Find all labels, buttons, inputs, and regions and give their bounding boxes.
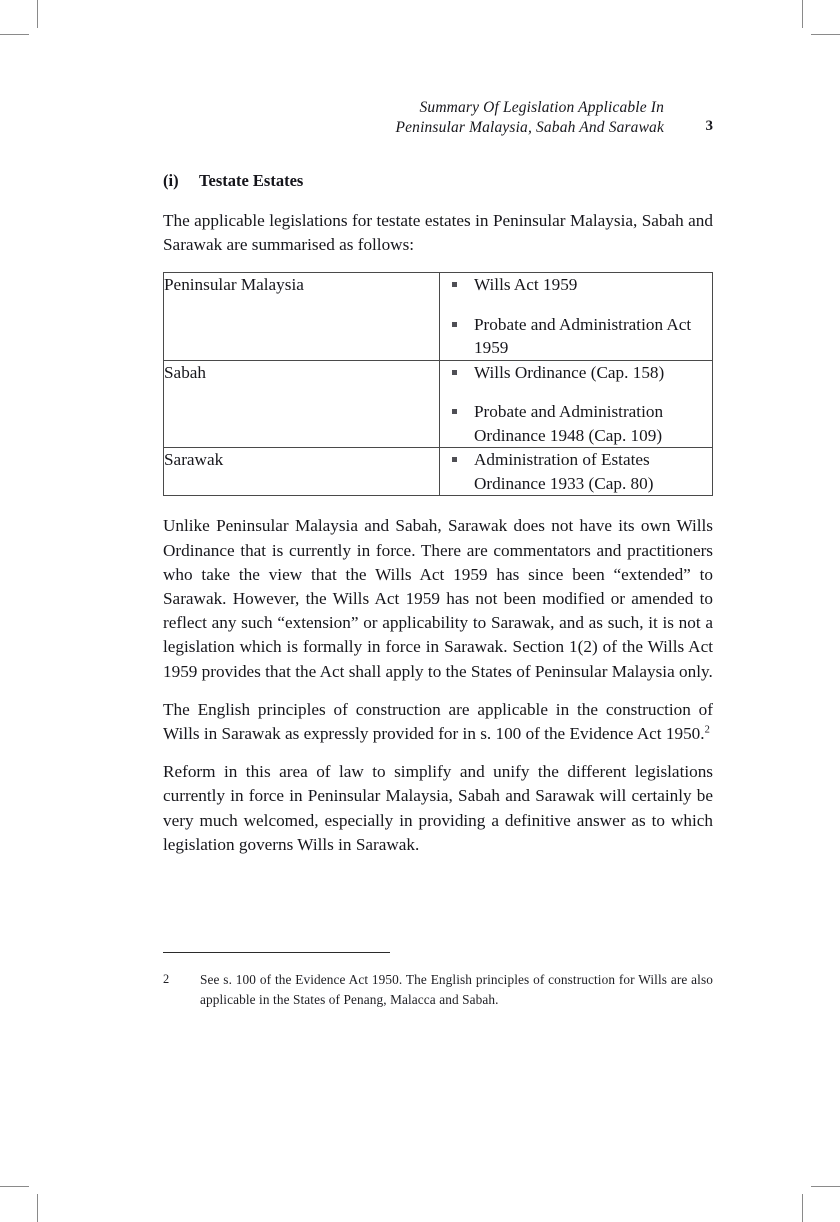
legislation-table-body	[164, 273, 713, 496]
square-bullet-icon	[452, 370, 457, 375]
acts-list	[440, 448, 712, 495]
page-content	[163, 170, 713, 857]
act-label: Wills Ordinance (Cap. 158)	[474, 362, 665, 382]
acts-list	[440, 361, 712, 448]
act-label: Probate and Administration Ordinance 1948 (Cap. 109)	[474, 402, 664, 445]
running-header-title	[163, 98, 713, 138]
acts-list	[440, 273, 712, 360]
page-number: 3	[705, 118, 713, 134]
table-row	[164, 448, 713, 496]
body-paragraph-3: Reform in this area of law to simplify and unify the different legislations currently in force in Peninsular Malaysia, Sabah and Sarawak will certainly be very much welcomed, especially in providing a definitive answer as to which legislation governs Wills in Sarawak.	[163, 762, 713, 854]
footnote-number: 2	[163, 972, 170, 986]
legislation-table	[163, 272, 713, 496]
act-label: Administration of Estates Ordinance 1933 (Cap. 80)	[474, 450, 654, 493]
table-cell-acts	[440, 448, 713, 496]
act-label: Probate and Administration Act 1959	[474, 314, 692, 358]
footnotes-area	[163, 952, 713, 1009]
running-header	[163, 98, 713, 138]
list-item	[440, 313, 712, 360]
footnote-item	[163, 970, 713, 1009]
list-item	[440, 273, 712, 297]
body-paragraph-1: Unlike Peninsular Malaysia and Sabah, Sarawak does not have its own Wills Ordinance that is currently in force. There are commentators and practitioners who take the view that the Wills Act 1959 has since been “extended” to Sarawak. However, the Wills Act 1959 has not been modified or amended to reflect any such “extension” or applicability to Sarawak, and as such, it is not a legislation which is formally in force in Sarawak. Section 1(2) of the Wills Act 1959 provides that the Act shall apply to the States of Peninsular Malaysia only.	[163, 516, 713, 681]
crop-mark-bottom-right-horizontal	[811, 1186, 840, 1187]
running-header-line-1: Summary Of Legislation Applicable In	[419, 99, 664, 116]
crop-mark-top-right-horizontal	[811, 34, 840, 35]
table-row	[164, 360, 713, 448]
square-bullet-icon	[452, 457, 457, 462]
square-bullet-icon	[452, 322, 457, 327]
crop-mark-top-right-vertical	[802, 0, 803, 28]
table-cell-acts	[440, 360, 713, 448]
section-title: Testate Estates	[199, 171, 304, 190]
running-header-line-2: Peninsular Malaysia, Sabah And Sarawak	[395, 119, 664, 136]
crop-mark-top-left-horizontal	[0, 34, 29, 35]
crop-mark-top-left-vertical	[37, 0, 38, 28]
footnote-text: See s. 100 of the Evidence Act 1950. The English principles of construction for Wills are also applicable in the States of Penang, Malacca and Sabah.	[200, 972, 713, 1007]
table-cell-region: Sabah	[164, 360, 440, 448]
table-cell-acts	[440, 273, 713, 361]
table-cell-region: Sarawak	[164, 448, 440, 496]
body-paragraph-2-text: The English principles of construction are applicable in the construction of Wills in Sarawak as expressly provided for in s. 100 of the Evidence Act 1950.	[163, 699, 713, 744]
list-item	[440, 361, 712, 385]
crop-mark-bottom-left-vertical	[37, 1194, 38, 1222]
section-heading	[163, 170, 713, 192]
body-paragraph-2	[163, 698, 713, 746]
crop-mark-bottom-left-horizontal	[0, 1186, 29, 1187]
list-item	[440, 448, 712, 495]
footnote-separator-rule	[163, 952, 390, 953]
square-bullet-icon	[452, 282, 457, 287]
act-label: Wills Act 1959	[474, 275, 578, 295]
footnote-reference[interactable]: 2	[704, 724, 710, 736]
table-row	[164, 273, 713, 361]
list-item	[440, 400, 712, 447]
square-bullet-icon	[452, 409, 457, 414]
crop-mark-bottom-right-vertical	[802, 1194, 803, 1222]
intro-paragraph: The applicable legislations for testate estates in Peninsular Malaysia, Sabah and Sarawak are summarised as follows:	[163, 211, 713, 255]
section-number: (i)	[163, 171, 179, 190]
table-cell-region: Peninsular Malaysia	[164, 273, 440, 361]
